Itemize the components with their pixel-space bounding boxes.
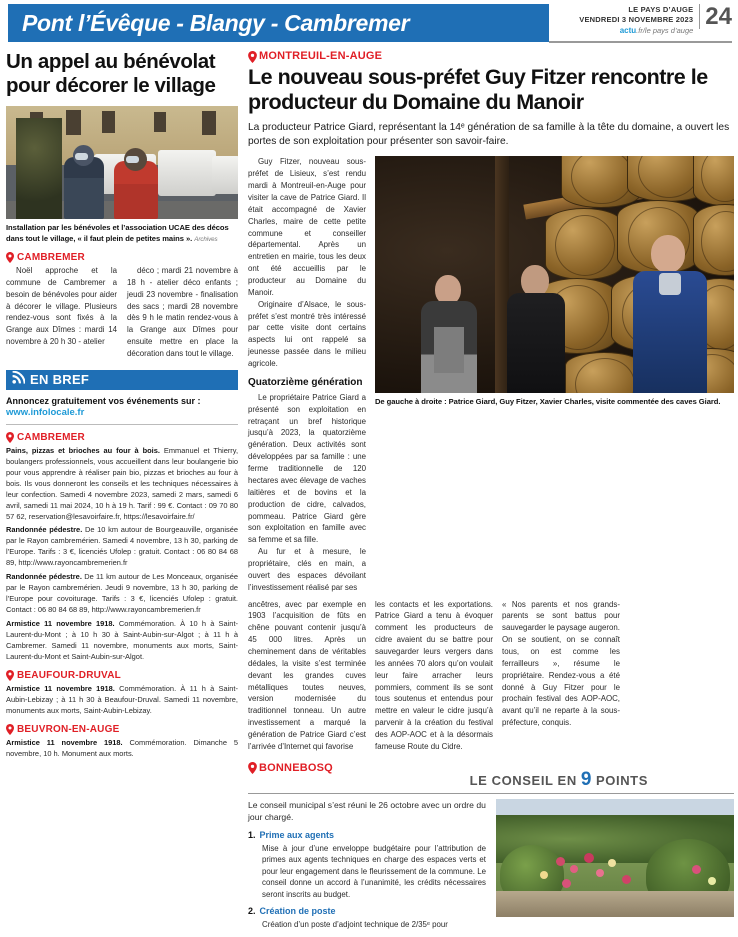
brief-item-text: De 11 km autour de Les Monceaux, organisée par le Rayon cambremérien. Jeudi 9 novembre, 13 h 30, parking de l’Europe pour covoiturage. Tarifs : 3 €, licenciés Ufolep : gratuit. Contact : 06 80 84 68 89, http://www.rayoncambremerien.fr (6, 572, 238, 615)
main-article-locality (248, 50, 734, 62)
page-number: 24 (699, 4, 732, 29)
website-brand: actu (619, 26, 637, 36)
main-article-photo (375, 156, 734, 393)
masthead-right (562, 4, 732, 40)
conseil-title (470, 769, 648, 791)
bonnebosq-photo-wrap (496, 799, 734, 937)
main-article-top (248, 156, 734, 593)
publication-name: LE PAYS D’AUGE (628, 5, 694, 14)
brief-item (6, 684, 238, 717)
main-paragraph: « Nos parents et nos grands-parents se sont battus pour sauvegarder le paysage augeron. On se soutient, on se connaît tous, on est comme les ferrailleurs », résume le propriétaire. Rendez-vous a été donné à Guy Fitzer pour le prochain festival des AOP-AOC, avant qu’il ne reparte à la sous-préfecture, conquis. (502, 599, 620, 728)
left-column (6, 50, 238, 762)
brief-item (6, 525, 238, 569)
brief-item (6, 619, 238, 663)
conseil-point-number: 1. (248, 829, 256, 840)
main-article-bottom (248, 599, 734, 753)
bonnebosq-intro: Le conseil municipal s’est réuni le 26 octobre avec un ordre du jour chargé. (248, 799, 486, 822)
main-locality-label: MONTREUIL-EN-AUGE (259, 50, 383, 62)
person-patrice-giard (421, 275, 477, 393)
en-bref-subtitle (6, 395, 238, 420)
location-pin-icon (248, 762, 256, 773)
left-article-photo (6, 106, 238, 219)
brief-item (6, 572, 238, 616)
brief-item-text: Commémoration. Dimanche 5 novembre, 10 h. Monument aux morts. (6, 737, 238, 758)
main-article-photo-wrap (375, 156, 734, 593)
left-body-col2: déco ; mardi 21 novembre à 18 h - atelier déco enfants ; jeudi 23 novembre - finalisation des sacs ; mardi 28 novembre dès 9 h le matin rendez-vous à la Grange aux Dîmes pour ensuite mettre en place la décoration dans tout le village. (127, 265, 238, 358)
brief-locality-beaufour-druval (6, 670, 238, 681)
en-bref-title: EN BREF (30, 372, 90, 388)
brief-item-text: De 10 km autour de Bourgeauville, organisée par le Rayon cambremérien. Samedi 4 novembre, 13 h 30, parking de l’Europe. Tarifs : 3 €, licenciés Ufolep : gratuit. Contact : 06 80 84 68 89, http://www.rayoncambremerien.fr (6, 525, 238, 568)
main-paragraph: les contacts et les exportations. Patrice Giard a tenu à évoquer comment les producteurs de cidre avaient du se battre pour sauvegarder leurs vergers dans les années 70 alors qu’on voulait leur faire arracher leurs pommiers, comment ils se sont tous soutenus et entendus pour mettre en valeur le cidre jusqu’à parvenir à la création du festival des AOP-AOC et à la désormais fameuse Route du Cidre. (375, 599, 493, 751)
left-article-headline: Un appel au bénévolat pour décorer le village (6, 50, 216, 98)
left-photo-credit: Archives (194, 236, 218, 244)
brief-item-text: Commémoration. À 11 h à Saint-Aubin-Lebizay ; à 11 h 30 à Beaufour-Druval. Samedi 11 novembre, monuments aux morts, Saint-Aubin-Lebizay. (6, 683, 238, 715)
masthead (0, 0, 738, 46)
conseil-point-heading (248, 906, 486, 916)
masthead-info (579, 4, 699, 37)
bonnebosq-photo (496, 799, 734, 917)
brief-locality-cambremer (6, 432, 238, 443)
main-article-col4 (502, 599, 732, 753)
main-paragraph: ancêtres, avec par exemple en 1903 l’acquisition de fûts en chêne pouvant contenir jusqu’à 45 000 litres. Après un cheminement dans de véritables dédales, la visite s’est terminée devant les grandes cuves métalliques toutes neuves, version modernisée du traditionnel tonneau. Un autre investissement a marqué la génération de Patrice Giard c’est l’arrivée d’Internet qui favorise (248, 599, 366, 751)
right-column (248, 50, 734, 937)
publication-date: VENDREDI 3 NOVEMBRE 2023 (579, 15, 694, 25)
main-paragraph: Le propriétaire Patrice Giard a présenté son exploitation en retraçant un bref historique jusqu’à 2023, la quatorzième génération. Deux activités sont développées par sa famille : une ferme traditionnelle de 120 hectares avec élevage de vaches laitières et de bovins et la production de cidre, calvados, pommeau. Patrice Giard gère son exploitation en famille avec sa femme et sa fille. (248, 392, 366, 545)
section-title: Pont l’Évêque - Blangy - Cambremer (22, 9, 410, 36)
conseil-point-number: 2. (248, 906, 256, 917)
bonnebosq-locality-label: BONNEBOSQ (259, 761, 333, 774)
brief-item-text: Commémoration. À 10 h à Saint-Laurent-du-Mont ; à 10 h 30 à Saint-Aubin-sur-Algot ; à 11 h à Cambremer. Samedi 11 novembre, monuments aux morts, Saint-Laurent-du-Mont et Saint-Aubin-sur-Algot. (6, 619, 238, 661)
conseil-point-text: Création d’un poste d’adjoint technique de 2/35ᵉ pour (262, 920, 448, 930)
brief-item-title: Randonnée pédestre. (6, 525, 83, 535)
masthead-rule (549, 41, 732, 43)
en-bref-divider (6, 424, 238, 425)
conseil-divider (248, 793, 734, 794)
left-article-body (6, 265, 238, 360)
location-pin-icon (6, 724, 14, 735)
location-pin-icon (6, 252, 14, 263)
conseil-point-title: Prime aux agents (259, 829, 335, 840)
conseil-number: 9 (580, 768, 592, 790)
brief-locality-label: BEUVRON-EN-AUGE (17, 723, 120, 735)
section-title-banner (8, 4, 549, 42)
left-locality-label: CAMBREMER (17, 251, 85, 263)
person-xavier-charles (633, 235, 707, 393)
conseil-label-before: LE CONSEIL EN (469, 772, 577, 788)
website-line (579, 25, 693, 37)
main-paragraph: Guy Fitzer, nouveau sous-préfet de Lisieux, s’est rendu mardi à Montreuil-en-Auge pour visiter la cave de Patrice Giard. Il était accompagné de Xavier Charles, maire de cette petite commune et conseiller départemental. Après un entretien en mairie, tous les deux ont été accueillis par le producteur au Domaine du Manoir. (248, 157, 366, 297)
main-article-col2 (248, 599, 366, 753)
main-paragraph: Originaire d’Alsace, le sous-préfet s’est montré très intéressé par cette visite dont certains aspects lui ont rappelé sa jeunesse passée dans le milieu agricole. (248, 299, 366, 369)
left-article-locality (6, 252, 238, 263)
left-photo-caption-text: Installation par les bénévoles et l’association UCAE des décos dans tout le village, « il faut plein de petites mains ». (6, 223, 229, 244)
conseil-header (248, 768, 734, 791)
location-pin-icon (6, 432, 14, 443)
conseil-label-after: POINTS (596, 772, 648, 788)
main-article-subhead: Quatorzième génération (248, 376, 363, 388)
brief-locality-label: CAMBREMER (17, 431, 85, 443)
bonnebosq-text-column (248, 799, 486, 937)
main-article-col1 (248, 156, 366, 593)
conseil-point-text: Mise à jour d’une enveloppe budgétaire pour l’attribution de primes aux agents techniques en charge des espaces verts et pour leur engagement dans le fleurissement de la commune. Le conseil donne un accord à l’unanimité, les crédits nécessaires seront inscrits au budget. (262, 843, 486, 899)
main-article-headline: Le nouveau sous-préfet Guy Fitzer rencontre le producteur du Domaine du Manoir (248, 65, 708, 115)
main-photo-caption: De gauche à droite : Patrice Giard, Guy Fitzer, Xavier Charles, visite commentée des caves Giard. (375, 397, 721, 407)
brief-item-text: Emmanuel et Thierry, boulangers professionnels, vous accueillent dans leur boulangerie bio pour vous apprendre à réaliser pain bio, pizzas et brioches au four à bois. Ils vous donneront les conseils et les techniques nécessaires à leur confection. Samedi 4 novembre 2023, samedi 2 mars, samedi 6 avril, samedi 11 mai 2024, 10 h à 19 h. Tarif : 99 €. Contact : 09 70 80 57 62, reservation@lesavoirfaire.fr, https://lesavoirfaire.fr/ (6, 445, 239, 521)
bonnebosq-section (248, 762, 734, 937)
main-paragraph: Au fur et à mesure, le propriétaire, clés en main, a ouvert des espaces dévoilant l’investissement réalisé par ses (248, 547, 366, 592)
en-bref-banner (6, 370, 238, 390)
conseil-point-heading (248, 830, 486, 840)
rss-icon (12, 371, 25, 389)
person-guy-fitzer (507, 265, 565, 393)
main-article-standfirst: La producteur Patrice Giard, représentant la 14ᵉ génération de sa famille à la tête du domaine, a ouvert les portes de son exploitation pour présenter son savoir-faire. (248, 122, 730, 148)
left-body-col1: Noël approche et la commune de Cambremer a besoin de bénévoles pour aider à décorer le village. Plusieurs rendez-vous sont fixés à la Grange aux Dîmes : mardi 14 novembre à 20 h 30 - atelier (6, 265, 117, 347)
website-rest: .fr/le pays d’auge (636, 26, 694, 36)
brief-item (6, 446, 238, 523)
brief-item-title: Armistice 11 novembre 1918. (6, 737, 123, 747)
brief-locality-beuvron-en-auge (6, 724, 238, 735)
infolocale-link[interactable]: www.infolocale.fr (6, 406, 85, 418)
bonnebosq-body (248, 799, 734, 937)
main-article-col3 (375, 599, 493, 753)
brief-locality-label: BEAUFOUR-DRUVAL (17, 669, 121, 681)
location-pin-icon (6, 670, 14, 681)
brief-item-title: Armistice 11 novembre 1918. (6, 619, 115, 629)
brief-item-title: Pains, pizzas et brioches au four à bois. (6, 445, 160, 455)
brief-item (6, 738, 238, 760)
left-photo-caption (6, 223, 238, 245)
en-bref-subtitle-text: Annoncez gratuitement vos événements sur : (6, 395, 201, 406)
brief-item-title: Armistice 11 novembre 1918. (6, 683, 115, 693)
conseil-point-title: Création de poste (259, 906, 336, 917)
brief-item-title: Randonnée pédestre. (6, 572, 82, 582)
location-pin-icon (248, 51, 256, 62)
